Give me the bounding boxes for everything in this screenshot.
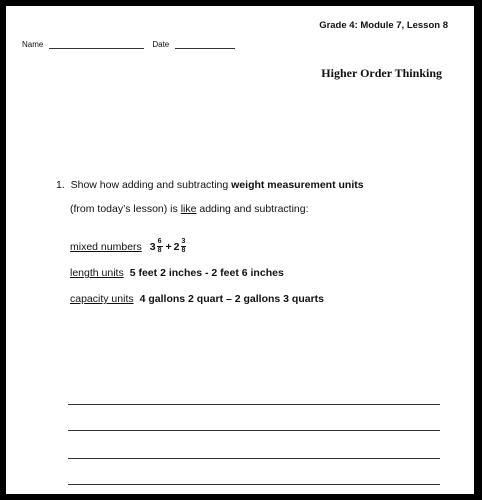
example-mixed-numbers <box>70 238 187 255</box>
question-line2-end: adding and subtracting: <box>196 203 309 215</box>
fraction-1 <box>157 238 163 255</box>
mixed-numbers-label: mixed numbers <box>70 240 142 253</box>
mixed-whole-2: 2 <box>173 240 180 253</box>
fraction-2 <box>181 238 187 255</box>
name-blank[interactable] <box>49 40 144 49</box>
answer-line[interactable] <box>68 484 440 485</box>
capacity-units-label: capacity units <box>70 293 134 305</box>
name-label: Name <box>22 40 44 49</box>
question-number: 1. <box>56 179 65 191</box>
plus-operator: + <box>165 240 172 253</box>
name-date-row <box>22 40 235 49</box>
question-line2-start: (from today’s lesson) is <box>70 203 181 215</box>
fraction-1-denominator: 8 <box>157 247 162 254</box>
date-label: Date <box>152 40 170 49</box>
answer-line[interactable] <box>68 430 440 431</box>
example-capacity-units <box>70 293 324 305</box>
section-title: Higher Order Thinking <box>321 66 442 80</box>
fraction-2-denominator: 8 <box>181 247 186 254</box>
mixed-whole-1: 3 <box>149 240 156 253</box>
question-emphasis: weight measurement units <box>231 179 364 191</box>
fraction-2-numerator: 3 <box>181 238 186 245</box>
date-blank[interactable] <box>175 40 235 49</box>
question-like-word: like <box>180 203 197 215</box>
lesson-header: Grade 4: Module 7, Lesson 8 <box>319 20 448 31</box>
fraction-1-numerator: 6 <box>157 238 162 245</box>
capacity-expression: 4 gallons 2 quart – 2 gallons 3 quarts <box>139 293 325 305</box>
question-line-1 <box>56 178 364 192</box>
worksheet-page <box>6 6 474 494</box>
length-units-label: length units <box>70 267 124 279</box>
answer-line[interactable] <box>68 404 440 405</box>
length-expression: 5 feet 2 inches - 2 feet 6 inches <box>129 267 284 279</box>
answer-line[interactable] <box>68 458 440 459</box>
question-line-2 <box>70 203 309 215</box>
question-text-start: Show how adding and subtracting <box>70 179 232 191</box>
example-length-units <box>70 267 284 279</box>
